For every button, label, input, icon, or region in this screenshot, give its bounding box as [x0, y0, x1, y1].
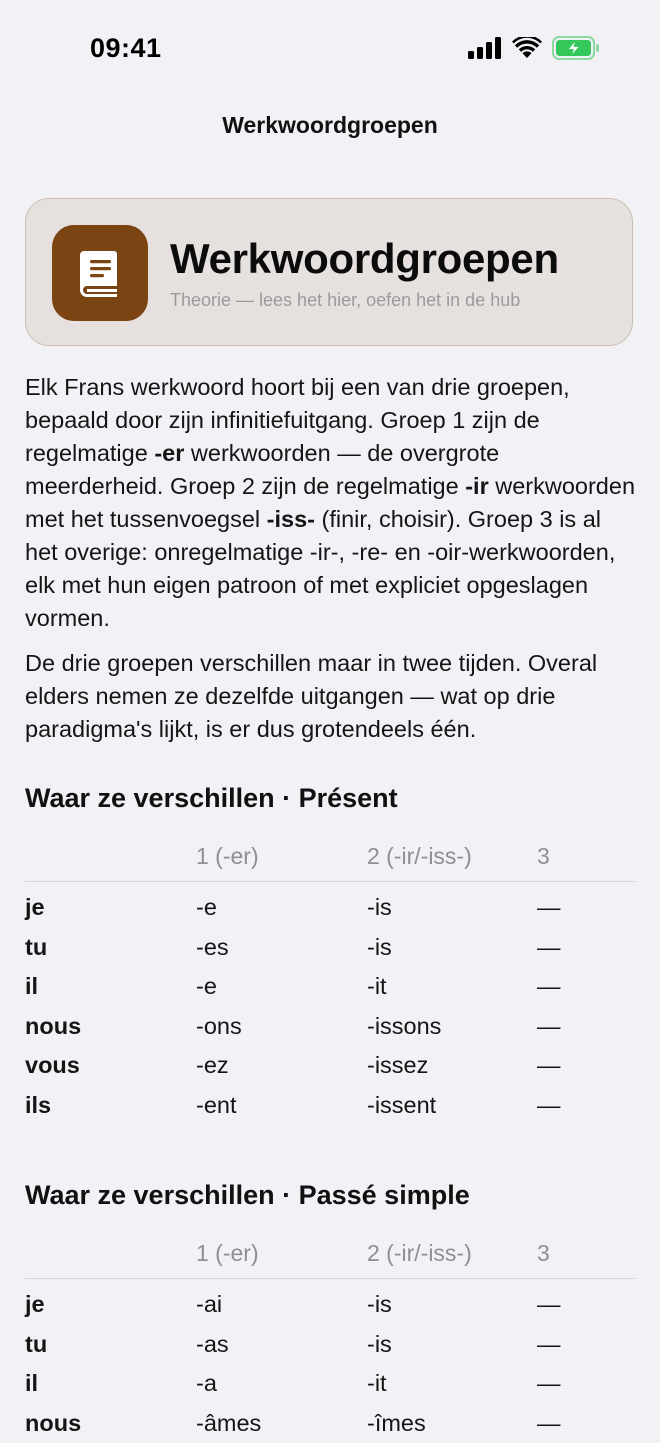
wifi-icon — [512, 37, 542, 59]
intro-text — [25, 371, 640, 758]
table-header — [25, 833, 635, 882]
battery-charging-icon — [552, 36, 600, 60]
col-header-group-3: 3 — [537, 843, 550, 869]
book-icon — [52, 225, 148, 321]
table-row: vous -ez -issez — — [25, 1052, 561, 1079]
table-row: nous -ons -issons — — [25, 1012, 561, 1039]
passe-simple-table — [25, 1230, 635, 1443]
col-header-group-2: 2 (-ir/-iss-) — [367, 1240, 472, 1266]
cellular-signal-icon — [468, 37, 502, 59]
status-time: 09:41 — [90, 33, 162, 63]
table-row: ils -ent -issent — — [25, 1091, 561, 1118]
table-row: je -e -is — — [25, 894, 561, 920]
status-bar — [0, 0, 660, 100]
col-header-group-3: 3 — [537, 1240, 550, 1266]
table-row: tu -es -is — — [25, 933, 561, 960]
intro-paragraph-2: De drie groepen verschillen maar in twee tijden. Overal elders nemen ze dezelfde uitgangen — wat op drie paradigma's lijkt, is er dus grotendeels één. — [25, 650, 598, 742]
col-header-group-1: 1 (-er) — [196, 843, 259, 869]
table-header — [25, 1230, 635, 1279]
table-row: il -e -it — — [25, 973, 561, 1000]
section-title-passe-simple: Waar ze verschillen · Passé simple — [25, 1180, 470, 1210]
col-header-group-2: 2 (-ir/-iss-) — [367, 843, 472, 869]
table-row: il -a -it — — [25, 1370, 561, 1397]
card-title: Werkwoordgroepen — [170, 235, 559, 282]
col-header-group-1: 1 (-er) — [196, 1240, 259, 1266]
lesson-header-card — [25, 198, 633, 346]
nav-title: Werkwoordgroepen — [222, 112, 438, 138]
present-table — [25, 833, 635, 1126]
intro-paragraph-1: Elk Frans werkwoord hoort bij een van drie groepen, bepaald door zijn infinitiefuitgang. Groep 1 zijn de regelmatige -er werkwoorden — de overgrote meerderheid. Groep 2 zijn de regelmatige -ir werkwoorden met het tussenvoegsel -iss- (finir, choisir). Groep 3 is al het overige: onregelmatige -ir-, -re- en -oir-werkwoorden, elk met hun eigen patroon of met expliciet opgeslagen vormen. — [25, 374, 636, 631]
table-row: nous -âmes -îmes — — [25, 1409, 561, 1436]
table-row: je -ai -is — — [25, 1291, 561, 1317]
status-icons — [468, 36, 600, 60]
section-title-present: Waar ze verschillen · Présent — [25, 783, 398, 813]
card-subtitle: Theorie — lees het hier, oefen het in de hub — [170, 290, 521, 310]
table-row: tu -as -is — — [25, 1330, 561, 1357]
